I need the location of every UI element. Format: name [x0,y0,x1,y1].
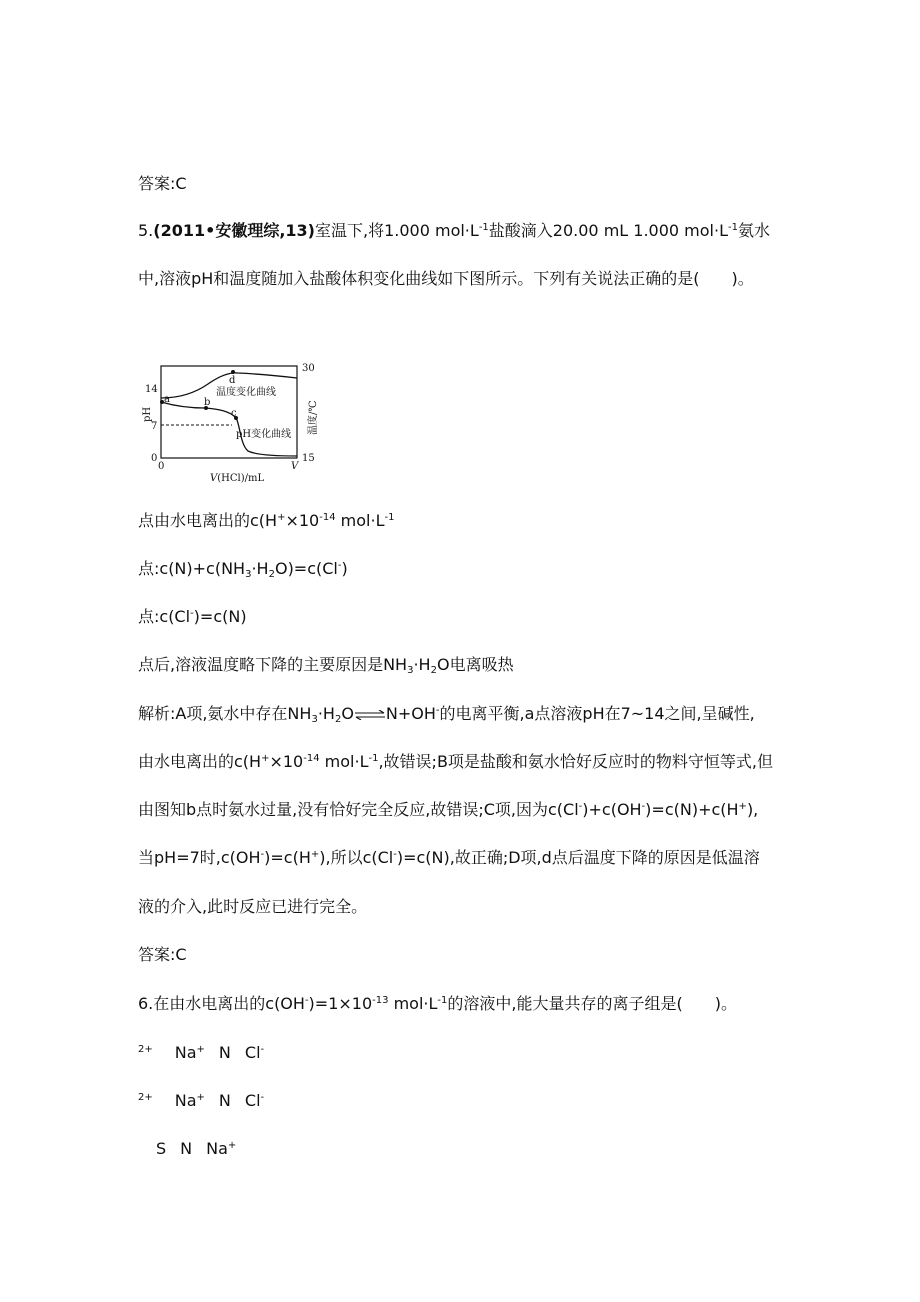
answer-text: 答案:C [138,945,187,964]
option-d-sub-1: 3 [407,665,414,676]
point-d-label: d [229,375,236,386]
ion-charge: + [196,1044,205,1055]
ion-symbol: Na [174,1043,197,1062]
analysis-text: )=c(N),故正确;D项,d点后温度下降的原因是低温溶 [396,848,760,867]
q5-sup-2: -1 [728,222,738,233]
analysis-line-3 [138,799,758,821]
q5-text-2: 盐酸滴入20.00 mL 1.000 mol·L [488,221,728,240]
x-tick-v: V [291,461,299,472]
option-d-text-2: ·H [413,655,431,674]
x-tick-0: 0 [158,461,165,472]
analysis-sup: + [261,753,270,764]
analysis-text: mol·L [319,752,369,771]
analysis-text: ·H [317,704,335,723]
point-d-marker [231,370,235,374]
option-b [138,558,348,580]
analysis-sup: -14 [303,753,320,764]
analysis-text: 由图知b点时氨水过量,没有恰好完全反应,故错误;C项,因为c(Cl [138,800,579,819]
q6-option-a-lead-sup: 2+ [138,1044,153,1055]
option-c [138,606,247,628]
option-d-text-1: 点后,溶液温度略下降的主要原因是NH [138,655,408,674]
ion-charge: + [227,1140,237,1151]
analysis-sub: 2 [334,714,342,725]
option-a [138,510,394,532]
question-5-line-2 [138,268,754,290]
ion-symbol: Cl [244,1043,261,1062]
analysis-text: 当pH=7时,c(OH [138,848,261,867]
question-number: 5. [138,221,154,240]
analysis-text: )=c(N)+c(H [645,800,739,819]
q5-text-line-2: 中,溶液pH和温度随加入盐酸体积变化曲线如下图所示。下列有关说法正确的是( )。 [138,269,754,288]
q6-sup-3: -1 [437,995,448,1006]
q6-option-c [156,1138,236,1160]
option-b-text-3: O)=c(Cl [274,559,338,578]
analysis-sub: 3 [311,714,318,725]
analysis-line-2 [138,751,773,773]
analysis-line-4 [138,847,760,869]
analysis-sup: - [260,849,265,860]
option-b-text-2: ·H [251,559,269,578]
ion-symbol: Na [206,1139,228,1158]
analysis-sup: - [435,705,440,716]
q6-option-c-ion-2: N [180,1139,193,1158]
analysis-sup: - [578,801,583,812]
option-b-text-4: ) [341,559,348,578]
ion-symbol: Na [174,1091,197,1110]
ion-symbol: Cl [244,1091,261,1110]
x-axis-label [210,473,264,484]
q5-text-3: 氨水 [737,221,770,240]
analysis-text: ), [746,800,759,819]
option-a-text-3: mol·L [335,511,385,530]
option-b-text-1: 点:c(N)+c(NH [138,559,246,578]
answer-line [138,173,187,195]
q6-text-1: 6.在由水电离出的c(OH [138,994,305,1013]
answer-text: 答案:C [138,174,187,193]
analysis-text: ),所以c(Cl [319,848,394,867]
analysis-sup: - [393,849,397,860]
y-left-axis-label: pH [142,406,153,422]
q6-option-b-ion-3 [245,1091,264,1110]
option-a-text-1: 点由水电离出的c(H [138,511,278,530]
analysis-text: N+OH [385,704,436,723]
q6-option-b-lead-sup: 2+ [138,1092,153,1103]
question-6-line [138,993,737,1015]
q6-option-a [138,1042,264,1064]
q6-option-a-ion-3 [245,1043,264,1062]
analysis-text: ×10 [269,752,304,771]
analysis-line-5 [138,896,367,918]
temperature-curve-label: 温度变化曲线 [216,387,276,398]
option-a-sup-1: + [277,512,286,523]
option-a-sup-2: -14 [319,512,336,523]
option-b-sub-1: 3 [245,569,252,580]
q6-option-c-ion-3 [206,1139,236,1158]
ion-charge: + [196,1092,205,1103]
analysis-text: 解析:A项,氨水中存在NH [138,704,312,723]
q6-text-2: )=1×10 [308,994,373,1013]
analysis-sup: -1 [368,753,379,764]
ion-charge: - [260,1044,265,1055]
q6-option-b-ion-1 [175,1091,205,1110]
equilibrium-arrow-icon [354,710,386,720]
analysis-sup: + [738,801,747,812]
q6-option-c-ion-1: S [156,1139,167,1158]
point-b-label: b [204,397,211,408]
option-d-text-3: O电离吸热 [436,655,514,674]
ph-curve-label: pH变化曲线 [236,429,292,440]
option-c-sup-1: - [190,608,194,619]
q6-sup-1: - [304,995,309,1006]
analysis-sup: + [310,849,320,860]
y-left-tick-7: 7 [151,421,158,432]
analysis-text: 由水电离出的c(H [138,752,262,771]
option-b-sup-1: - [337,560,342,571]
ion-charge: - [260,1092,265,1103]
analysis-text: 的电离平衡,a点溶液pH在7~14之间,呈碱性, [439,704,755,723]
analysis-text: 液的介入,此时反应已进行完全。 [138,897,368,916]
analysis-text: )=c(H [264,848,311,867]
option-c-text-1: 点:c(Cl [138,607,191,626]
y-right-tick-15: 15 [302,453,315,464]
ph-temperature-chart [140,358,320,488]
point-a-label: a [164,394,170,405]
q6-option-a-ion-1 [175,1043,205,1062]
x-axis-label-rest: (HCl)/mL [217,473,265,484]
q6-text-3: mol·L [388,994,438,1013]
q6-sup-2: -13 [372,995,389,1006]
analysis-sup: - [641,801,646,812]
option-a-sup-3: -1 [384,512,395,523]
question-source: (2011•安徽理综,13) [153,221,315,240]
analysis-line-1 [138,703,755,725]
analysis-text: ,故错误;B项是盐酸和氨水恰好反应时的物料守恒等式,但 [378,752,774,771]
q6-option-b [138,1090,264,1112]
y-left-tick-0: 0 [151,453,158,464]
option-c-text-2: )=c(N) [193,607,247,626]
option-d-sub-2: 2 [430,665,437,676]
q6-text-4: 的溶液中,能大量共存的离子组是( )。 [447,994,737,1013]
point-c-label: c [231,408,237,419]
y-right-tick-30: 30 [302,363,315,374]
q5-text-1: 室温下,将1.000 mol·L [315,221,479,240]
answer-line-2 [138,944,187,966]
analysis-text: )+c(OH [582,800,642,819]
q5-sup-1: -1 [478,222,489,233]
option-d [138,654,514,676]
y-right-axis-label: 温度/℃ [308,400,319,435]
question-5-line-1 [138,220,770,242]
option-a-text-2: ×10 [285,511,320,530]
x-axis-label-v: V [210,473,218,484]
analysis-text: O [341,704,354,723]
y-left-tick-14: 14 [145,384,158,395]
option-b-sub-2: 2 [268,569,275,580]
q6-option-a-ion-2: N [218,1043,231,1062]
q6-option-b-ion-2: N [218,1091,231,1110]
